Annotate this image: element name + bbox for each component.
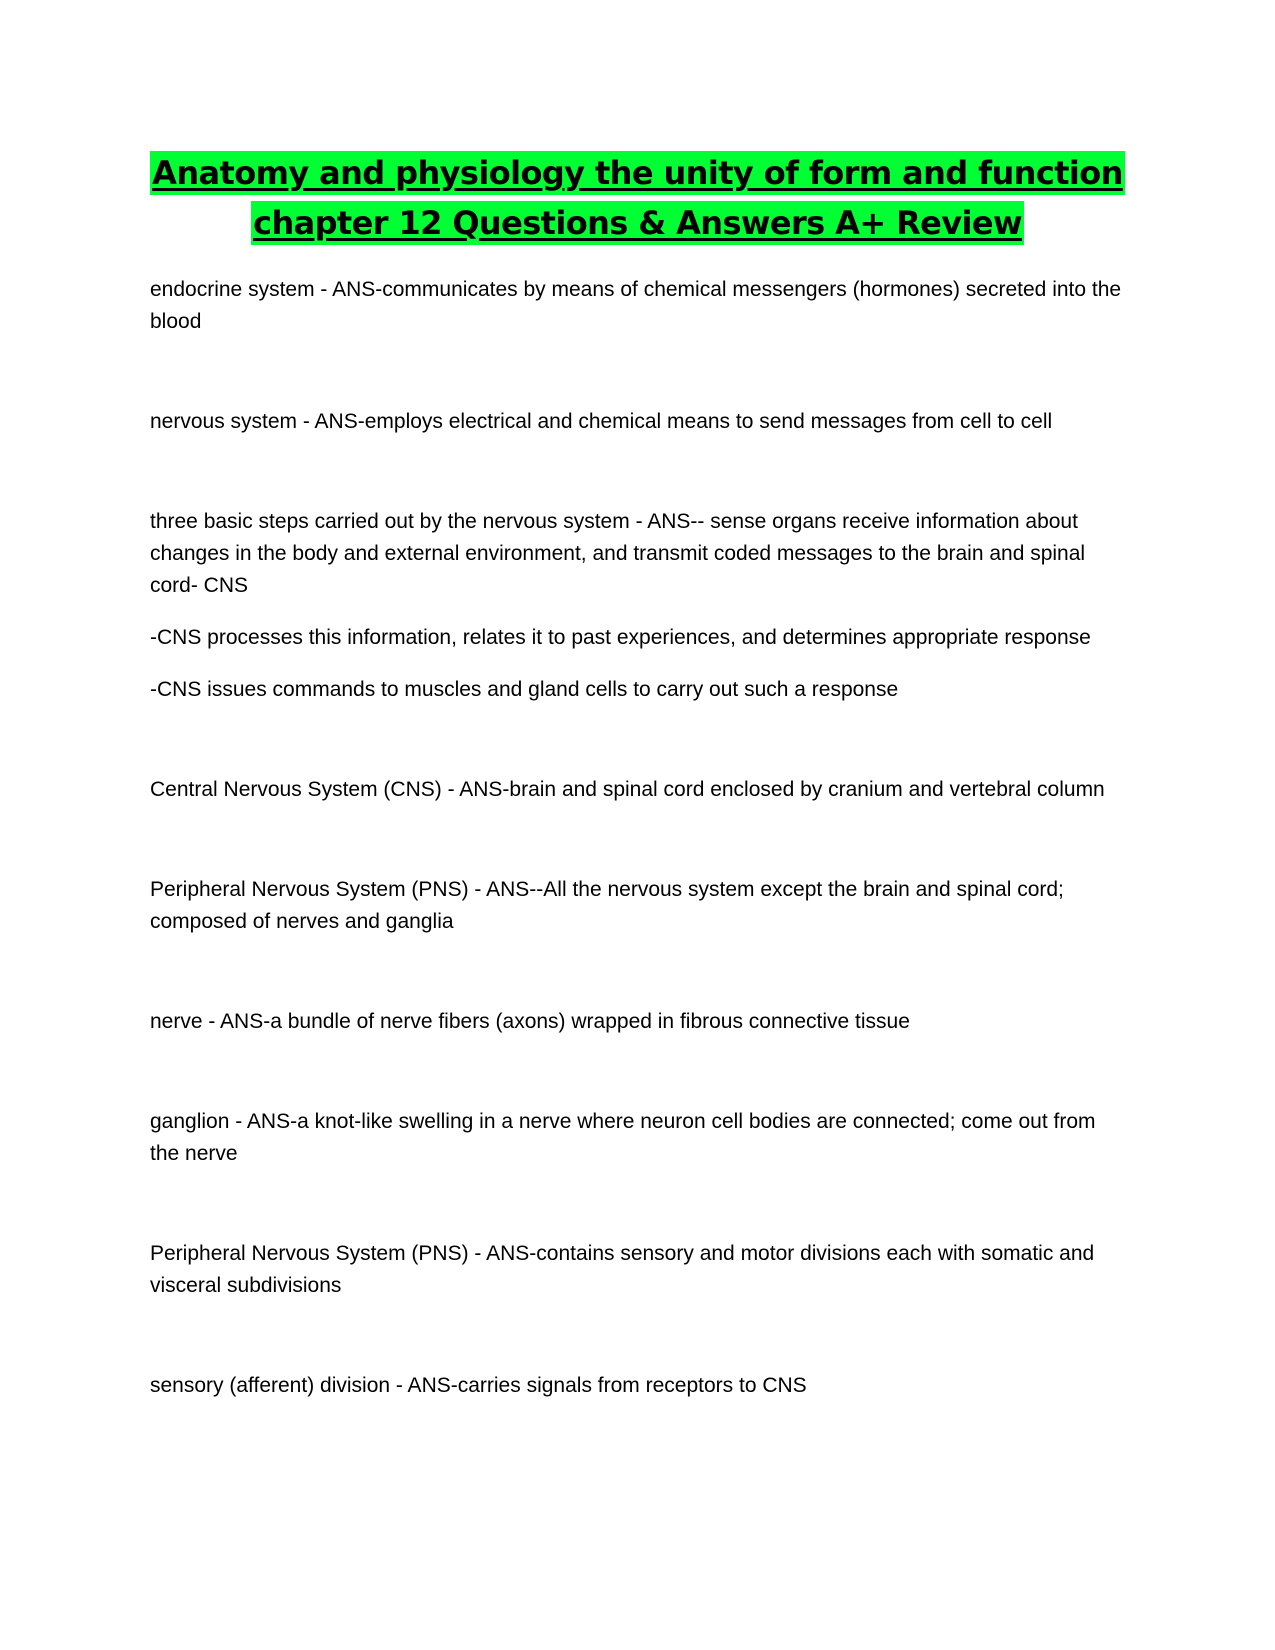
qa-paragraph: Peripheral Nervous System (PNS) - ANS-contains sensory and motor divisions each with somatic and visceral subdivisions [150,1242,1095,1297]
qa-entry-pns-all [150,874,1125,938]
qa-paragraph: -CNS issues commands to muscles and gland cells to carry out such a response [150,678,899,701]
qa-paragraph: ganglion - ANS-a knot-like swelling in a nerve where neuron cell bodies are connected; come out from the nerve [150,1110,1096,1165]
qa-paragraph: nervous system - ANS-employs electrical and chemical means to send messages from cell to cell [150,410,1053,433]
qa-paragraph: Peripheral Nervous System (PNS) - ANS--All the nervous system except the brain and spinal cord; composed of nerves and ganglia [150,878,1064,933]
qa-list [150,274,1125,1402]
qa-paragraph: Central Nervous System (CNS) - ANS-brain and spinal cord enclosed by cranium and vertebral column [150,778,1105,801]
qa-paragraph: endocrine system - ANS-communicates by means of chemical messengers (hormones) secreted into the blood [150,278,1122,333]
title-line-2: chapter 12 Questions & Answers A+ Review [251,201,1024,245]
qa-entry-cns [150,774,1125,806]
qa-entry-ganglion [150,1106,1125,1170]
qa-paragraph: three basic steps carried out by the nervous system - ANS-- sense organs receive information about changes in the body and external environment, and transmit coded messages to the brain and spinal cord- CNS [150,510,1086,597]
qa-entry-pns-divisions [150,1238,1125,1302]
title-line-1: Anatomy and physiology the unity of form and function [150,151,1125,195]
qa-paragraph: sensory (afferent) division - ANS-carries signals from receptors to CNS [150,1374,807,1397]
qa-entry-endocrine-system [150,274,1125,338]
qa-paragraph: -CNS processes this information, relates it to past experiences, and determines appropriate response [150,626,1091,649]
qa-entry-sensory-division [150,1370,1125,1402]
qa-entry-three-basic-steps [150,506,1125,706]
qa-entry-nervous-system [150,406,1125,438]
qa-entry-nerve [150,1006,1125,1038]
document-title [150,148,1125,248]
qa-paragraph: nerve - ANS-a bundle of nerve fibers (axons) wrapped in fibrous connective tissue [150,1010,910,1033]
